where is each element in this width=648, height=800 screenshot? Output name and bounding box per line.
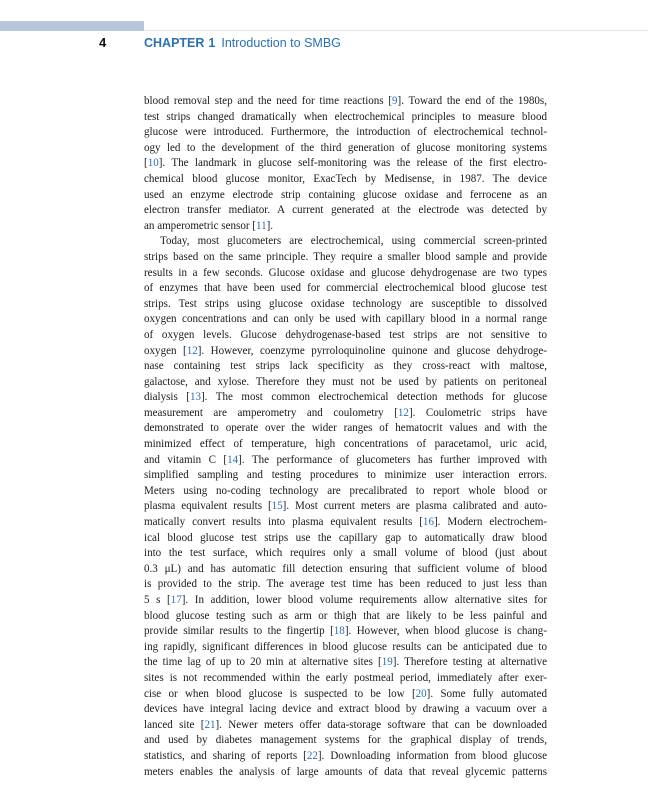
text-line xyxy=(144,406,547,422)
text-segment: Meters using no-coding technology are precalibrated to report whole blood or xyxy=(144,484,547,497)
text-segment: ]. Therefore testing at alternative xyxy=(392,656,548,669)
citation-link[interactable]: 19 xyxy=(381,656,393,669)
text-segment: strips. Test strips using glucose oxidase technology are susceptible to dissolved xyxy=(144,297,547,310)
text-line xyxy=(144,219,547,235)
text-line xyxy=(144,749,547,765)
text-line xyxy=(144,421,547,437)
text-line xyxy=(144,328,547,344)
header-rule xyxy=(144,30,648,31)
text-line xyxy=(144,453,547,469)
text-line xyxy=(144,390,547,406)
text-line xyxy=(144,312,547,328)
text-segment: cise or when blood glucose is suspected to be low [ xyxy=(144,687,416,700)
text-segment: an amperometric sensor [ xyxy=(144,219,256,232)
text-segment: simplified sampling and testing procedures to minimize user interaction errors. xyxy=(144,469,547,482)
citation-link[interactable]: 18 xyxy=(333,625,345,638)
text-line xyxy=(144,702,547,718)
citation-link[interactable]: 9 xyxy=(392,95,398,107)
text-line xyxy=(144,188,547,204)
text-line xyxy=(144,546,547,562)
text-line xyxy=(144,156,547,172)
text-line xyxy=(144,110,547,126)
citation-link[interactable]: 12 xyxy=(397,406,409,419)
text-line xyxy=(144,359,547,375)
text-segment: and used by diabetes management systems for the graphical display of trends, xyxy=(144,734,547,747)
text-segment: provide similar results to the fingertip [ xyxy=(144,625,334,638)
text-segment: oxygen [ xyxy=(144,344,187,357)
text-segment: and vitamin C [ xyxy=(144,453,228,466)
text-segment: ]. Coulometric strips have xyxy=(408,406,547,419)
citation-link[interactable]: 20 xyxy=(415,687,427,700)
citation-link[interactable]: 22 xyxy=(306,749,318,762)
text-segment: sites is not recommended within the early postmeal period, immediately after exer- xyxy=(144,671,547,684)
citation-link[interactable]: 11 xyxy=(255,219,267,232)
text-segment: ]. Downloading information from blood glucose xyxy=(317,749,547,762)
text-segment: results in a few seconds. Glucose oxidase and glucose dehydrogenase are two types xyxy=(144,266,547,279)
text-segment: blood removal step and the need for time reactions [ xyxy=(144,95,393,107)
citation-link[interactable]: 12 xyxy=(186,344,198,357)
chapter-label: CHAPTER xyxy=(144,36,205,50)
text-segment: ]. xyxy=(266,219,274,232)
text-line xyxy=(144,281,547,297)
text-segment: ]. Toward the end of the 1980s, xyxy=(397,95,547,107)
citation-link[interactable]: 17 xyxy=(170,594,182,606)
text-segment: into the test surface, which requires only a small volume of blood (just about xyxy=(144,547,547,560)
text-segment: ]. Most current meters are plasma calibrated and auto- xyxy=(282,500,547,513)
text-line xyxy=(144,531,547,547)
text-segment: ing rapidly, significant differences in blood glucose results can be anticipated due to xyxy=(144,640,547,653)
text-segment: statistics, and sharing of reports [ xyxy=(144,749,307,762)
text-segment: nase containing test strips lack specificity as they cross-react with maltose, xyxy=(144,360,547,373)
text-line xyxy=(144,203,547,219)
text-line xyxy=(144,671,547,687)
text-segment: plasma equivalent results [ xyxy=(144,500,272,513)
text-segment: blood glucose testing such as arm or thigh that are likely to be less painful and xyxy=(144,609,547,622)
chapter-number: 1 xyxy=(208,36,216,50)
text-line xyxy=(144,250,547,266)
text-line xyxy=(144,484,547,500)
text-line xyxy=(144,297,547,313)
page-number: 4 xyxy=(99,35,107,50)
text-line xyxy=(144,344,547,360)
text-segment: ]. The performance of glucometers has further improved with xyxy=(238,453,547,466)
text-segment: strips based on the same principle. They require a smaller blood sample and provide xyxy=(144,250,547,263)
text-segment: chemical blood glucose monitor, ExacTech by Medisense, in 1987. The device xyxy=(144,172,547,185)
text-line xyxy=(144,655,547,671)
text-segment: devices have integral lacing device and extract blood by drawing a vacuum over a xyxy=(144,703,547,716)
text-segment: demonstrated to operate over the wider ranges of hematocrit values and with the xyxy=(144,422,547,435)
text-line xyxy=(144,234,547,250)
text-segment: lanced site [ xyxy=(144,718,205,731)
text-segment: measurement are amperometry and coulometry [ xyxy=(144,406,398,419)
text-line xyxy=(144,609,547,625)
text-segment: 0.3 μL) and has automatic fill detection ensuring that sufficient volume of blood xyxy=(144,562,547,575)
text-line xyxy=(144,172,547,188)
text-segment: electron transfer mediator. A current generated at the electrode was detected by xyxy=(144,204,547,217)
text-segment: 5 s [ xyxy=(144,594,171,606)
text-line xyxy=(144,765,547,781)
text-segment: of oxygen levels. Glucose dehydrogenase-based test strips are not sensitive to xyxy=(144,328,547,341)
text-line xyxy=(144,125,547,141)
citation-link[interactable]: 13 xyxy=(189,391,201,404)
chapter-title: Introduction to SMBG xyxy=(221,36,341,50)
citation-link[interactable]: 15 xyxy=(271,500,283,513)
text-segment: ]. The landmark in glucose self-monitoring was the release of the first electro- xyxy=(158,157,547,170)
text-segment: glucose were introduced. Furthermore, the introduction of electrochemical technol- xyxy=(144,126,547,139)
text-segment: ogy led to the development of the third generation of glucose monitoring systems xyxy=(144,141,547,154)
text-line xyxy=(144,718,547,734)
text-segment: meters enables the analysis of large amounts of data that reveal glycemic patterns xyxy=(144,765,547,778)
text-segment: galactose, and xylose. Therefore they must not be used by patients on peritoneal xyxy=(144,375,547,388)
text-segment: ]. Modern electrochem- xyxy=(433,516,547,529)
text-segment: ]. The most common electrochemical detection methods for glucose xyxy=(200,391,547,404)
text-line xyxy=(144,515,547,531)
text-line xyxy=(144,640,547,656)
text-segment: matically convert results into plasma equivalent results [ xyxy=(144,516,423,529)
text-line xyxy=(144,437,547,453)
text-segment: ical blood glucose test strips use the capillary gap to automatically draw blood xyxy=(144,531,547,544)
citation-link[interactable]: 14 xyxy=(227,453,239,466)
text-segment: minimized effect of temperature, high concentrations of paracetamol, uric acid, xyxy=(144,438,547,451)
text-segment: ]. However, coenzyme pyrroloquinoline quinone and glucose dehydroge- xyxy=(197,344,547,357)
text-line xyxy=(144,562,547,578)
text-line xyxy=(144,468,547,484)
text-segment: Today, most glucometers are electrochemical, using commercial screen-printed xyxy=(160,235,547,248)
text-segment: ]. Some fully automated xyxy=(426,687,547,700)
text-line xyxy=(144,375,547,391)
text-segment: is provided to the strip. The average test time has been reduced to just less than xyxy=(144,578,547,591)
body-text xyxy=(144,94,547,780)
text-segment: of enzymes that have been used for commercial electrochemical blood glucose test xyxy=(144,282,547,295)
text-line xyxy=(144,687,547,703)
text-segment: ]. In addition, lower blood volume requirements allow alternative sites for xyxy=(181,594,547,606)
citation-link[interactable]: 10 xyxy=(147,157,159,170)
text-line xyxy=(144,94,547,110)
text-line xyxy=(144,499,547,515)
header-accent-bar xyxy=(0,21,144,31)
text-segment: dialysis [ xyxy=(144,391,190,404)
text-segment: the time lag of up to 20 min at alternative sites [ xyxy=(144,656,382,669)
text-segment: ]. Newer meters offer data-storage software that can be downloaded xyxy=(215,718,547,731)
citation-link[interactable]: 16 xyxy=(422,516,434,529)
text-line xyxy=(144,624,547,640)
text-segment: used an enzyme electrode strip containing glucose oxidase and ferrocene as an xyxy=(144,188,547,201)
text-segment: [ xyxy=(144,157,148,170)
text-segment: test strips changed dramatically when electrochemical principles to measure blood xyxy=(144,110,547,123)
text-line xyxy=(144,593,547,609)
citation-link[interactable]: 21 xyxy=(204,718,216,731)
text-line xyxy=(144,733,547,749)
text-segment: oxygen concentrations and can only be used with capillary blood in a normal range xyxy=(144,313,547,326)
text-segment: ]. However, when blood glucose is chang- xyxy=(344,625,547,638)
text-line xyxy=(144,266,547,282)
text-line xyxy=(144,141,547,157)
text-line xyxy=(144,577,547,593)
running-header xyxy=(144,36,341,50)
